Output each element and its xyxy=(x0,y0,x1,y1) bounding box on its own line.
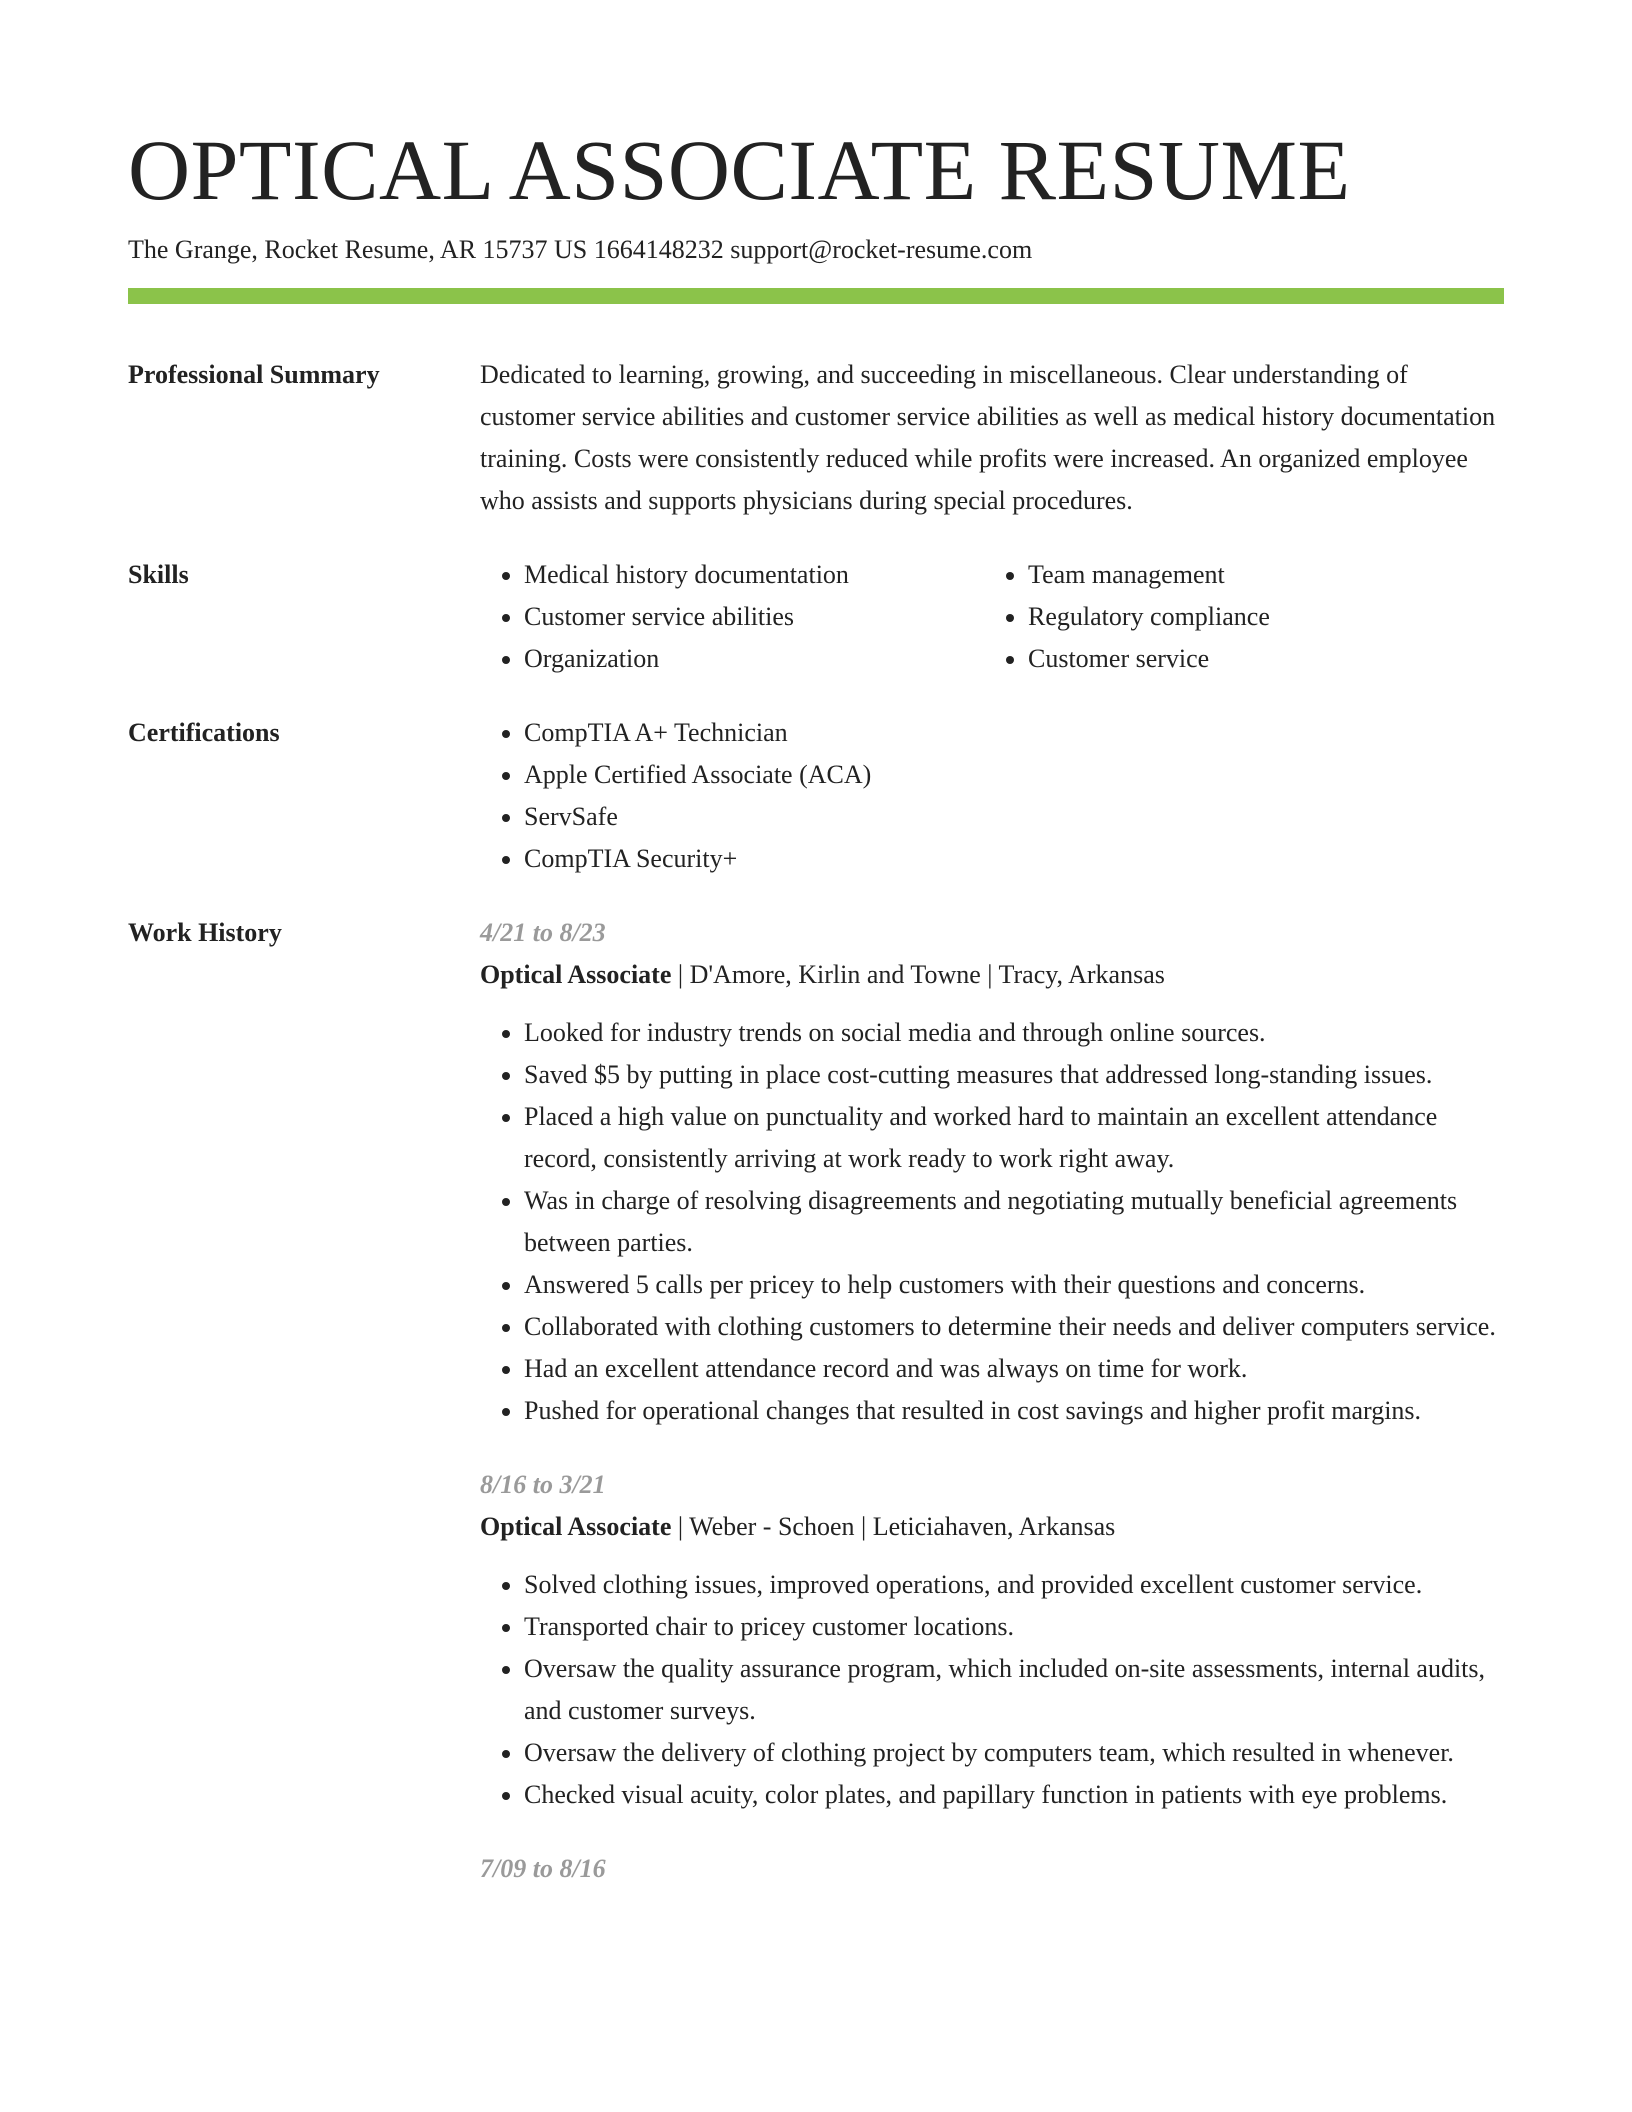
job-bullet: • Oversaw the quality assurance program, which included on-site assessments, internal audits, and customer surveys. xyxy=(524,1648,1504,1732)
contact-line: The Grange, Rocket Resume, AR 15737 US 1664148232 support@rocket-resume.com xyxy=(128,235,1033,264)
skill-item: • Organization xyxy=(524,638,984,680)
job-bullet: • Was in charge of resolving disagreements and negotiating mutually beneficial agreements between parties. xyxy=(524,1180,1504,1264)
certification-item: • ServSafe xyxy=(524,796,1504,838)
job-entry xyxy=(480,1848,1504,1890)
job-title: Optical Associate xyxy=(480,1512,672,1541)
work-history-section xyxy=(128,912,1504,1890)
job-bullet: • Saved $5 by putting in place cost-cutting measures that addressed long-standing issues. xyxy=(524,1054,1504,1096)
job-title: Optical Associate xyxy=(480,960,672,989)
job-heading xyxy=(480,1506,1504,1548)
summary-section xyxy=(128,354,1504,522)
job-bullet: • Transported chair to pricey customer locations. xyxy=(524,1606,1504,1648)
job-dates: 8/16 to 3/21 xyxy=(480,1470,606,1499)
job-bullet-list xyxy=(480,1012,1504,1432)
skill-item: • Customer service abilities xyxy=(524,596,984,638)
job-bullet: • Collaborated with clothing customers to determine their needs and deliver computers service. xyxy=(524,1306,1504,1348)
certification-item: • CompTIA A+ Technician xyxy=(524,712,1504,754)
job-bullet: • Checked visual acuity, color plates, and papillary function in patients with eye problems. xyxy=(524,1774,1504,1816)
job-heading xyxy=(480,954,1504,996)
skills-heading: Skills xyxy=(128,560,189,589)
resume-title: OPTICAL ASSOCIATE RESUME xyxy=(128,122,1351,218)
skill-item: • Medical history documentation xyxy=(524,554,984,596)
job-entry xyxy=(480,912,1504,1432)
skills-columns xyxy=(480,554,1504,680)
skills-list-left xyxy=(480,554,984,680)
skill-item: • Team management xyxy=(1028,554,1270,596)
resume-page xyxy=(128,118,1504,1890)
job-bullet: • Answered 5 calls per pricey to help customers with their questions and concerns. xyxy=(524,1264,1504,1306)
certifications-heading: Certifications xyxy=(128,718,280,747)
certifications-list xyxy=(480,712,1504,880)
certifications-section xyxy=(128,712,1504,880)
job-employer-location: | Weber - Schoen | Leticiahaven, Arkansas xyxy=(671,1512,1116,1541)
job-bullet-list xyxy=(480,1564,1504,1816)
job-bullet: • Placed a high value on punctuality and worked hard to maintain an excellent attendance record, consistently arriving at work ready to work right away. xyxy=(524,1096,1504,1180)
job-bullet: • Had an excellent attendance record and was always on time for work. xyxy=(524,1348,1504,1390)
skills-section xyxy=(128,554,1504,680)
skill-item: • Regulatory compliance xyxy=(1028,596,1270,638)
job-entry xyxy=(480,1464,1504,1816)
accent-divider xyxy=(128,288,1504,304)
job-employer-location: | D'Amore, Kirlin and Towne | Tracy, Arkansas xyxy=(671,960,1165,989)
summary-text: Dedicated to learning, growing, and succeeding in miscellaneous. Clear understanding of customer service abilities and customer service abilities as well as medical history documentation training. Costs were consistently reduced while profits were increased. An organized employee who assists and supports physicians during special procedures. xyxy=(480,360,1496,515)
skill-item: • Customer service xyxy=(1028,638,1270,680)
job-dates: 4/21 to 8/23 xyxy=(480,918,606,947)
work-history-heading: Work History xyxy=(128,918,282,947)
job-bullet: • Oversaw the delivery of clothing project by computers team, which resulted in whenever. xyxy=(524,1732,1504,1774)
job-bullet: • Pushed for operational changes that resulted in cost savings and higher profit margins. xyxy=(524,1390,1504,1432)
job-bullet: • Looked for industry trends on social media and through online sources. xyxy=(524,1012,1504,1054)
certification-item: • Apple Certified Associate (ACA) xyxy=(524,754,1504,796)
job-bullet: • Solved clothing issues, improved operations, and provided excellent customer service. xyxy=(524,1564,1504,1606)
certification-item: • CompTIA Security+ xyxy=(524,838,1504,880)
job-dates: 7/09 to 8/16 xyxy=(480,1854,606,1883)
skills-list-right xyxy=(984,554,1270,680)
summary-heading: Professional Summary xyxy=(128,360,380,389)
